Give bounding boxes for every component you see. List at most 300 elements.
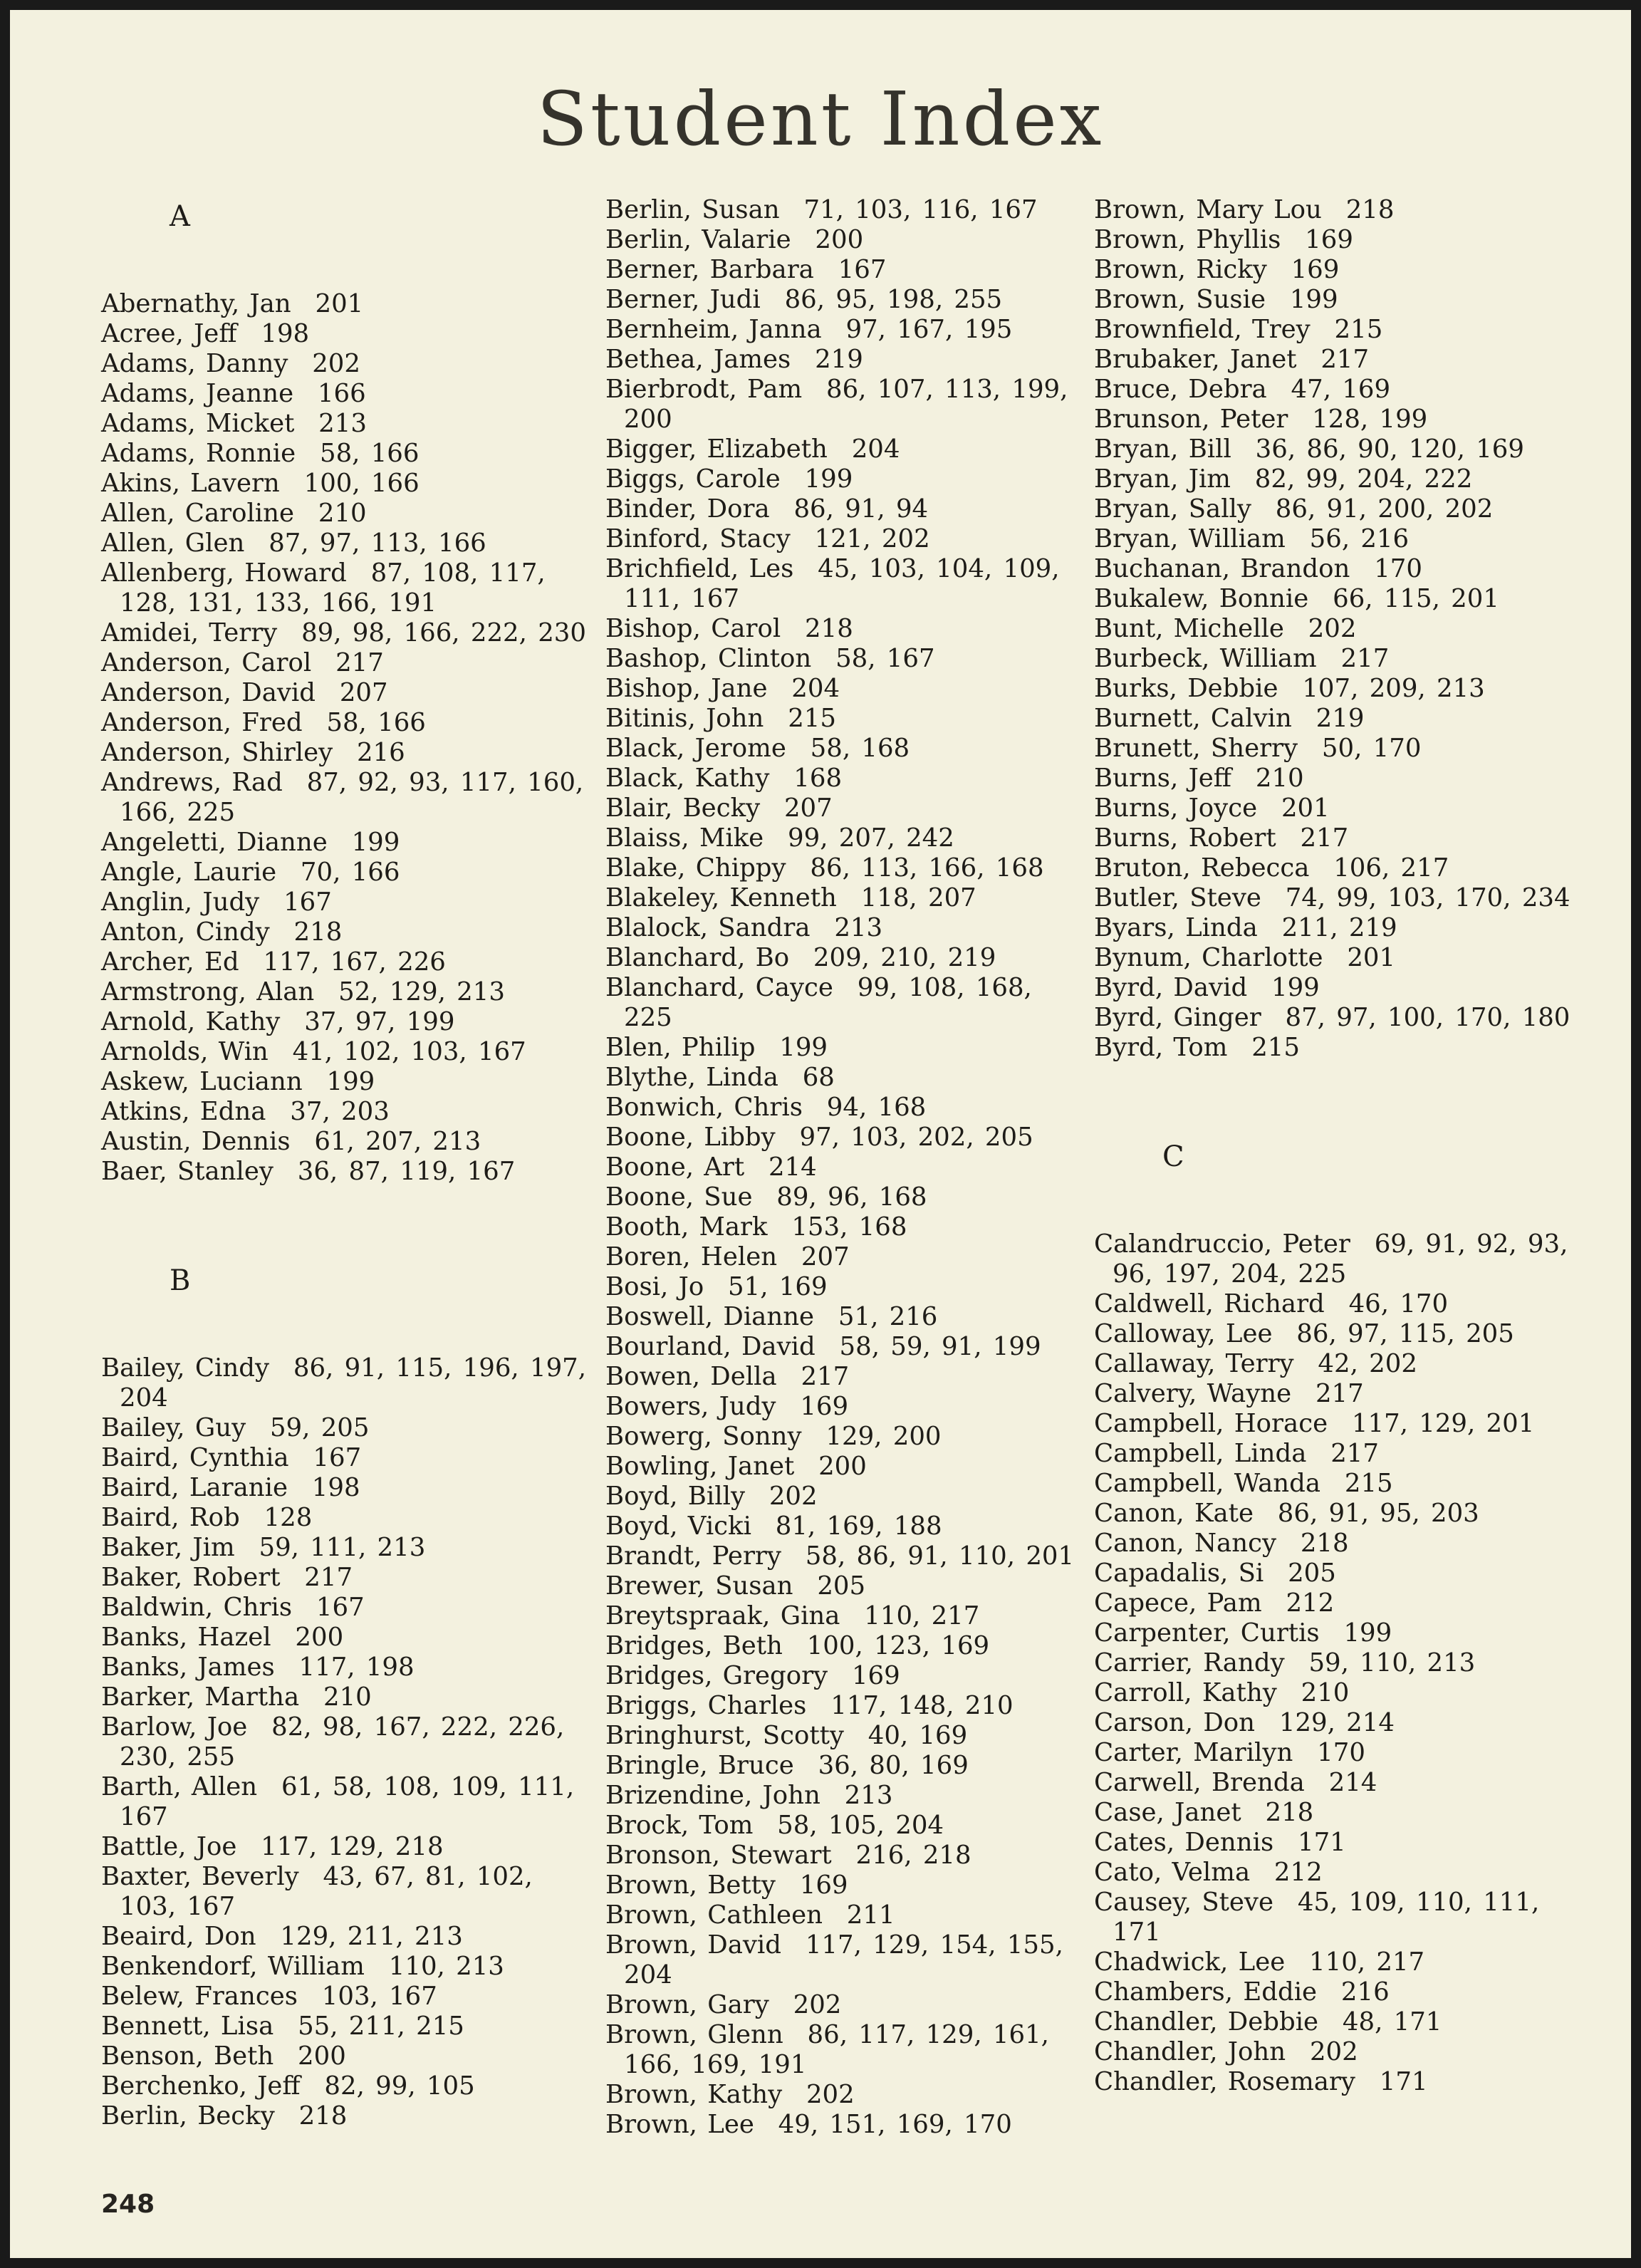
index-entry: [101, 888, 593, 917]
index-entry: [101, 439, 593, 469]
page-refs: 218: [298, 2101, 348, 2131]
page-refs: 212: [1286, 1588, 1335, 1618]
student-name: Bukalew, Bonnie: [1094, 584, 1309, 613]
index-entry: [1094, 524, 1585, 554]
index-entry: [1094, 195, 1585, 225]
student-name: Brown, Mary Lou: [1094, 195, 1322, 224]
student-name: Bitinis, John: [605, 704, 764, 733]
student-name: Breytspraak, Gina: [605, 1601, 840, 1630]
index-entry: [101, 1007, 593, 1037]
page-refs: 86, 113, 166, 168: [810, 853, 1044, 883]
student-name: Chandler, John: [1094, 2037, 1286, 2066]
index-entry: [101, 1653, 593, 1682]
page-refs: 47, 169: [1291, 375, 1391, 404]
student-name: Cato, Velma: [1094, 1858, 1251, 1887]
index-entry: [101, 1443, 593, 1473]
index-entry: [1094, 943, 1585, 973]
index-entry: [1094, 1588, 1585, 1618]
index-column-2: [605, 195, 1090, 2140]
index-entry: [1094, 1798, 1585, 1828]
index-entry: [1094, 1349, 1585, 1379]
index-entry: [101, 1127, 593, 1157]
index-entry: [1094, 1738, 1585, 1768]
student-name: Calandruccio, Peter: [1094, 1229, 1350, 1259]
page-refs: 56, 216: [1309, 524, 1410, 553]
page-refs: 207: [783, 794, 833, 823]
student-name: Armstrong, Alan: [101, 977, 315, 1006]
page-refs: 36, 86, 90, 120, 169: [1255, 435, 1524, 464]
student-name: Banks, James: [101, 1653, 275, 1682]
page-refs: 36, 87, 119, 167: [297, 1157, 516, 1186]
student-name: Amidei, Terry: [101, 618, 278, 647]
page-number: 248: [101, 2190, 155, 2219]
page-refs: 86, 91, 94: [793, 494, 929, 524]
student-name: Chambers, Eddie: [1094, 1977, 1318, 2007]
page-refs: 82, 98, 167, 222, 226, 230, 255: [120, 1712, 565, 1772]
page-refs: 103, 167: [321, 1982, 437, 2011]
student-name: Andrews, Rad: [101, 768, 283, 797]
student-name: Case, Janet: [1094, 1798, 1241, 1827]
student-name: Boswell, Dianne: [605, 1302, 815, 1331]
index-entry: [1094, 375, 1585, 405]
page-refs: 198: [261, 319, 310, 348]
page-refs: 70, 166: [300, 858, 400, 887]
student-name: Brown, Cathleen: [605, 1900, 823, 1930]
page-refs: 216: [356, 738, 405, 767]
student-name: Brock, Tom: [605, 1811, 754, 1840]
page-refs: 205: [817, 1571, 866, 1601]
student-name: Burbeck, William: [1094, 644, 1317, 673]
index-entry: [101, 1832, 593, 1862]
page-refs: 89, 98, 166, 222, 230: [301, 618, 586, 647]
student-name: Bailey, Guy: [101, 1413, 246, 1442]
section-letter: B: [170, 1264, 191, 1297]
index-entry: [1094, 2007, 1585, 2037]
index-entry: [605, 2020, 1090, 2080]
index-entry: [605, 2110, 1090, 2140]
student-name: Brownfield, Trey: [1094, 315, 1311, 344]
student-name: Bowling, Janet: [605, 1452, 795, 1481]
index-entry: [1094, 734, 1585, 764]
page-refs: 207: [339, 678, 388, 707]
student-name: Causey, Steve: [1094, 1888, 1273, 1917]
page-refs: 213: [844, 1781, 893, 1810]
page-refs: 87, 108, 117, 128, 131, 133, 166, 191: [120, 558, 546, 618]
student-name: Baker, Robert: [101, 1563, 281, 1592]
page-refs: 49, 151, 169, 170: [778, 2110, 1012, 2139]
index-entry: [101, 858, 593, 888]
student-name: Chandler, Rosemary: [1094, 2067, 1355, 2096]
index-entry: [605, 1631, 1090, 1661]
page-refs: 45, 103, 104, 109, 111, 167: [624, 554, 1060, 613]
student-name: Bowers, Judy: [605, 1392, 776, 1421]
student-name: Briggs, Charles: [605, 1691, 807, 1720]
page-refs: 216: [1340, 1977, 1390, 2007]
student-name: Brown, Lee: [605, 2110, 754, 2139]
student-name: Bryan, Bill: [1094, 435, 1231, 464]
student-name: Barlow, Joe: [101, 1712, 248, 1742]
page-refs: 169: [1291, 255, 1340, 284]
page-refs: 167: [283, 888, 332, 917]
page-refs: 215: [1344, 1469, 1393, 1498]
page-refs: 167: [313, 1443, 362, 1472]
index-entry: [605, 1900, 1090, 1930]
index-entry: [605, 704, 1090, 734]
student-name: Blaiss, Mike: [605, 823, 764, 853]
index-entry: [101, 618, 593, 648]
student-name: Bryan, Jim: [1094, 464, 1231, 494]
index-entry: [101, 349, 593, 379]
page-refs: 58, 86, 91, 110, 201: [805, 1541, 1075, 1571]
page-refs: 97, 167, 195: [845, 315, 1013, 344]
page-refs: 40, 169: [868, 1721, 968, 1750]
index-entry: [101, 558, 593, 618]
page-refs: 202: [769, 1482, 818, 1511]
page-refs: 110, 213: [388, 1952, 504, 1981]
page-refs: 87, 92, 93, 117, 160, 166, 225: [120, 768, 584, 827]
page-refs: 52, 129, 213: [338, 977, 505, 1006]
index-entry: [101, 2041, 593, 2071]
page-refs: 204: [851, 435, 900, 464]
page-refs: 107, 209, 213: [1302, 674, 1485, 703]
page-refs: 168: [793, 764, 843, 793]
page-refs: 216, 218: [855, 1841, 971, 1870]
index-entry: [1094, 1947, 1585, 1977]
page-refs: 215: [1334, 315, 1383, 344]
page-refs: 110, 217: [864, 1601, 980, 1630]
page-refs: 214: [768, 1153, 817, 1182]
page-refs: 110, 217: [1309, 1947, 1425, 1977]
index-entry: [101, 648, 593, 678]
page-refs: 117, 129, 218: [261, 1832, 444, 1861]
index-entry: [1094, 794, 1585, 823]
index-entry: [101, 708, 593, 738]
index-entry: [605, 644, 1090, 674]
index-entry: [605, 1452, 1090, 1482]
index-entry: [1094, 644, 1585, 674]
page-refs: 86, 91, 200, 202: [1275, 494, 1494, 524]
student-name: Baird, Rob: [101, 1503, 240, 1532]
student-name: Abernathy, Jan: [101, 289, 291, 318]
page-refs: 218: [1345, 195, 1395, 224]
page-refs: 210: [323, 1682, 372, 1712]
student-name: Bishop, Jane: [605, 674, 768, 703]
student-name: Anderson, Carol: [101, 648, 312, 677]
student-name: Black, Kathy: [605, 764, 770, 793]
page-refs: 171: [1297, 1828, 1346, 1857]
student-name: Canon, Nancy: [1094, 1529, 1277, 1558]
student-name: Anderson, David: [101, 678, 316, 707]
page-refs: 43, 67, 81, 102, 103, 167: [120, 1862, 533, 1921]
page-refs: 94, 168: [826, 1093, 927, 1122]
index-entry: [605, 674, 1090, 704]
student-name: Callaway, Terry: [1094, 1349, 1294, 1378]
index-entry: [1094, 1678, 1585, 1708]
student-name: Chandler, Debbie: [1094, 2007, 1319, 2036]
page-refs: 82, 99, 204, 222: [1254, 464, 1473, 494]
index-entry: [101, 768, 593, 828]
index-entry: [101, 1503, 593, 1533]
student-name: Brizendine, John: [605, 1781, 820, 1810]
student-name: Capece, Pam: [1094, 1588, 1262, 1618]
index-entry: [1094, 1977, 1585, 2007]
index-entry: [101, 1593, 593, 1623]
index-entry: [605, 1691, 1090, 1721]
page-refs: 169: [800, 1392, 849, 1421]
student-name: Bailey, Cindy: [101, 1353, 270, 1383]
student-name: Carpenter, Curtis: [1094, 1618, 1320, 1648]
student-name: Acree, Jeff: [101, 319, 237, 348]
page-refs: 217: [1340, 644, 1390, 673]
student-name: Brown, Phyllis: [1094, 225, 1281, 254]
student-name: Bridges, Gregory: [605, 1661, 828, 1690]
index-entry: [605, 2080, 1090, 2110]
student-name: Bigger, Elizabeth: [605, 435, 828, 464]
page-refs: 210: [1255, 764, 1304, 793]
entry-list: [1094, 195, 1585, 1063]
student-name: Byrd, Tom: [1094, 1033, 1228, 1062]
page-refs: 117, 129, 154, 155, 204: [624, 1930, 1063, 1989]
student-name: Blair, Becky: [605, 794, 761, 823]
index-entry: [605, 345, 1090, 375]
page-refs: 201: [315, 289, 364, 318]
student-name: Binder, Dora: [605, 494, 770, 524]
index-entry: [1094, 1229, 1585, 1289]
student-name: Bunt, Michelle: [1094, 614, 1284, 643]
student-name: Barker, Martha: [101, 1682, 300, 1712]
student-name: Calvery, Wayne: [1094, 1379, 1292, 1408]
page-refs: 153, 168: [791, 1212, 907, 1242]
student-name: Anderson, Fred: [101, 708, 303, 737]
student-name: Bowen, Della: [605, 1362, 777, 1391]
student-name: Brichfield, Les: [605, 554, 794, 583]
index-entry: [605, 255, 1090, 285]
student-name: Beaird, Don: [101, 1922, 256, 1951]
index-entry: [605, 853, 1090, 883]
index-entry: [101, 1563, 593, 1593]
index-entry: [101, 1157, 593, 1187]
index-entry: [1094, 883, 1585, 913]
index-entry: [101, 678, 593, 708]
page-refs: 61, 58, 108, 109, 111, 167: [120, 1772, 575, 1831]
student-name: Allen, Glen: [101, 529, 245, 558]
index-entry: [1094, 764, 1585, 794]
page-refs: 71, 103, 116, 167: [803, 195, 1038, 224]
page-refs: 218: [805, 614, 853, 643]
student-name: Brunett, Sherry: [1094, 734, 1298, 763]
page-refs: 97, 103, 202, 205: [799, 1123, 1033, 1152]
student-name: Bridges, Beth: [605, 1631, 783, 1660]
index-entry: [1094, 315, 1585, 345]
page-refs: 218: [1265, 1798, 1314, 1827]
index-entry: [101, 1533, 593, 1563]
page-refs: 58, 105, 204: [777, 1811, 944, 1840]
entry-list: [1094, 1229, 1585, 2097]
index-entry: [605, 375, 1090, 435]
page-refs: 58, 166: [319, 439, 420, 468]
index-entry: [101, 1413, 593, 1443]
index-entry: [605, 883, 1090, 913]
page-refs: 200: [818, 1452, 867, 1481]
page-refs: 99, 207, 242: [788, 823, 954, 853]
page-refs: 217: [801, 1362, 850, 1391]
index-entry: [101, 1067, 593, 1097]
student-name: Arnold, Kathy: [101, 1007, 281, 1036]
index-entry: [605, 1302, 1090, 1332]
index-entry: [605, 494, 1090, 524]
page-refs: 171: [1379, 2067, 1428, 2096]
student-name: Blalock, Sandra: [605, 913, 811, 942]
index-entry: [101, 1922, 593, 1952]
page-refs: 117, 198: [298, 1653, 415, 1682]
student-name: Biggs, Carole: [605, 464, 781, 494]
student-name: Byars, Linda: [1094, 913, 1258, 942]
index-entry: [101, 1682, 593, 1712]
student-name: Berner, Judi: [605, 285, 761, 314]
page-refs: 217: [1300, 823, 1349, 853]
index-entry: [605, 1571, 1090, 1601]
student-name: Bynum, Charlotte: [1094, 943, 1323, 972]
student-name: Brown, David: [605, 1930, 782, 1960]
page-title: Student Index: [536, 76, 1105, 162]
index-entry: [101, 289, 593, 319]
page-refs: 81, 169, 188: [775, 1512, 942, 1541]
page-refs: 199: [326, 1067, 375, 1096]
index-entry: [605, 315, 1090, 345]
index-entry: [605, 1242, 1090, 1272]
page-refs: 200: [815, 225, 864, 254]
index-entry: [1094, 1003, 1585, 1033]
page-refs: 100, 166: [303, 469, 420, 498]
index-entry: [101, 1353, 593, 1413]
page-refs: 36, 80, 169: [818, 1751, 969, 1780]
page-refs: 129, 214: [1278, 1708, 1395, 1737]
index-entry: [101, 529, 593, 558]
page-refs: 201: [1347, 943, 1396, 972]
index-entry: [1094, 2037, 1585, 2067]
student-name: Cates, Dennis: [1094, 1828, 1274, 1857]
index-entry: [1094, 405, 1585, 435]
student-name: Bonwich, Chris: [605, 1093, 803, 1122]
index-entry: [1094, 1888, 1585, 1947]
student-name: Bashop, Clinton: [605, 644, 812, 673]
student-name: Archer, Ed: [101, 947, 239, 977]
index-entry: [1094, 494, 1585, 524]
page-refs: 59, 205: [269, 1413, 370, 1442]
page-refs: 199: [1289, 285, 1338, 314]
page-refs: 45, 109, 110, 111, 171: [1113, 1888, 1540, 1947]
index-entry: [605, 823, 1090, 853]
page-refs: 86, 107, 113, 199, 200: [624, 375, 1068, 434]
index-entry: [1094, 1033, 1585, 1063]
index-entry: [101, 379, 593, 409]
index-entry: [101, 1862, 593, 1922]
student-name: Boyd, Vicki: [605, 1512, 751, 1541]
page-refs: 86, 97, 115, 205: [1296, 1319, 1514, 1348]
page-refs: 69, 91, 92, 93, 96, 197, 204, 225: [1113, 1229, 1568, 1289]
index-entry: [1094, 1648, 1585, 1678]
index-entry: [605, 1512, 1090, 1541]
student-name: Baird, Laranie: [101, 1473, 288, 1502]
student-name: Byrd, David: [1094, 973, 1248, 1002]
student-name: Brewer, Susan: [605, 1571, 793, 1601]
student-name: Baxter, Beverly: [101, 1862, 299, 1891]
index-entry: [1094, 345, 1585, 375]
index-entry: [605, 225, 1090, 255]
index-entry: [605, 1093, 1090, 1123]
student-name: Brubaker, Janet: [1094, 345, 1297, 374]
student-name: Chadwick, Lee: [1094, 1947, 1286, 1977]
student-name: Booth, Mark: [605, 1212, 768, 1242]
student-name: Boone, Sue: [605, 1182, 753, 1212]
page-refs: 58, 59, 91, 199: [839, 1332, 1041, 1361]
entry-list: [101, 289, 593, 1187]
index-entry: [1094, 614, 1585, 644]
page-refs: 58, 168: [810, 734, 910, 763]
index-entry: [605, 1751, 1090, 1781]
student-name: Bowerg, Sonny: [605, 1422, 802, 1451]
page-refs: 68: [802, 1063, 835, 1092]
page-refs: 50, 170: [1321, 734, 1422, 763]
page-refs: 211: [846, 1900, 895, 1930]
index-entry: [605, 1841, 1090, 1871]
index-entry: [605, 464, 1090, 494]
student-name: Carter, Marilyn: [1094, 1738, 1293, 1767]
entry-list: [605, 195, 1090, 2140]
index-entry: [605, 1332, 1090, 1362]
student-name: Benson, Beth: [101, 2041, 274, 2071]
index-entry: [1094, 704, 1585, 734]
student-name: Blanchard, Bo: [605, 943, 790, 972]
student-name: Carroll, Kathy: [1094, 1678, 1277, 1707]
student-name: Brandt, Perry: [605, 1541, 781, 1571]
section-letter: A: [170, 200, 190, 233]
index-entry: [101, 1037, 593, 1067]
index-entry: [101, 828, 593, 858]
index-entry: [605, 524, 1090, 554]
index-entry: [605, 1182, 1090, 1212]
page-refs: 58, 166: [326, 708, 426, 737]
index-entry: [1094, 1768, 1585, 1798]
student-name: Anderson, Shirley: [101, 738, 333, 767]
student-name: Boone, Art: [605, 1153, 745, 1182]
index-entry: [605, 614, 1090, 644]
index-entry: [605, 1362, 1090, 1392]
student-name: Buchanan, Brandon: [1094, 554, 1350, 583]
index-entry: [101, 1712, 593, 1772]
student-name: Adams, Ronnie: [101, 439, 296, 468]
student-name: Adams, Danny: [101, 349, 288, 378]
page-refs: 37, 203: [290, 1097, 390, 1126]
page-refs: 217: [1320, 345, 1370, 374]
student-name: Bourland, David: [605, 1332, 816, 1361]
student-name: Atkins, Edna: [101, 1097, 266, 1126]
student-name: Barth, Allen: [101, 1772, 258, 1801]
index-entry: [101, 917, 593, 947]
index-entry: [1094, 2067, 1585, 2097]
page-refs: 121, 202: [814, 524, 930, 553]
page-refs: 86, 95, 198, 255: [784, 285, 1003, 314]
page-refs: 55, 211, 215: [298, 2012, 464, 2041]
page-refs: 51, 169: [728, 1272, 828, 1301]
page-refs: 215: [788, 704, 836, 733]
page-refs: 41, 102, 103, 167: [292, 1037, 526, 1066]
index-entry: [1094, 435, 1585, 464]
student-name: Baer, Stanley: [101, 1157, 274, 1186]
index-entry: [605, 1661, 1090, 1691]
page-refs: 219: [815, 345, 863, 374]
index-entry: [605, 435, 1090, 464]
